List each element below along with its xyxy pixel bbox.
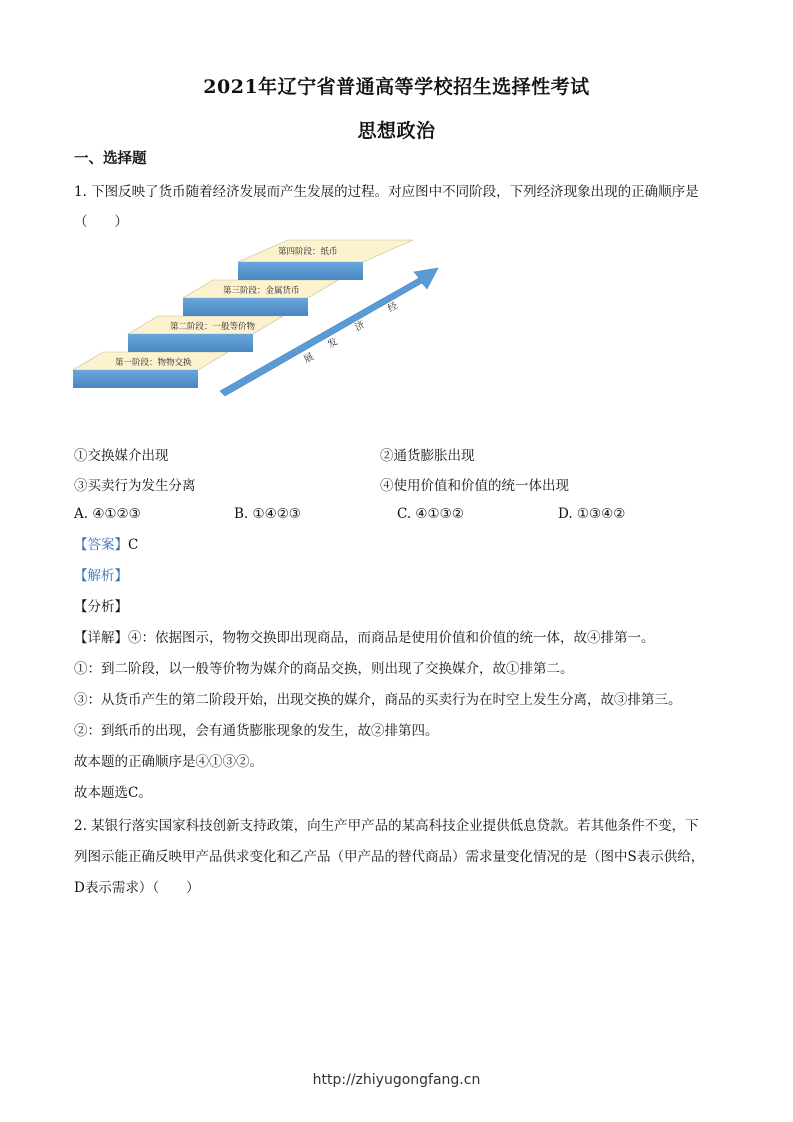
answer-value: C	[128, 537, 139, 553]
q1-stem: 1. 下图反映了货币随着经济发展而产生发展的过程。对应图中不同阶段，下列经济现象出现的正确顺序是	[74, 184, 699, 200]
detail-line-1: 【详解】④：依据图示，物物交换即出现商品，而商品是使用价值和价值的统一体，故④排第一。	[74, 630, 655, 646]
stage-2-label: 第二阶段：一般等价物	[170, 322, 256, 332]
q1-item-4: ④使用价值和价值的统一体出现	[380, 478, 569, 494]
q2-stem-line-3: D表示需求）（ ）	[74, 880, 200, 896]
detail-line-6: 故本题选C。	[74, 785, 152, 801]
q1-option-c: C. ④①③②	[397, 506, 464, 522]
footer-url[interactable]: http://zhiyugongfang.cn	[312, 1072, 481, 1088]
fenxi-tag: 【分析】	[74, 599, 128, 615]
stage-2-block	[128, 334, 253, 352]
q2-stem-line-2: 列图示能正确反映甲产品供求变化和乙产品（甲产品的替代商品）需求量变化情况的是（图中S表示供给，	[74, 849, 705, 865]
detail-line-3: ③：从货币产生的第二阶段开始，出现交换的媒介，商品的买卖行为在时空上发生分离，故③排第三。	[74, 692, 682, 708]
stage-4-label: 第四阶段：纸币	[278, 247, 338, 257]
q1-item-3: ③买卖行为发生分离	[74, 478, 196, 494]
q1-option-a: A. ④①②③	[74, 506, 141, 522]
arrow-label-3: 发	[326, 336, 340, 351]
q1-item-1: ①交换媒介出现	[74, 448, 169, 464]
subject-title: 思想政治	[357, 120, 436, 142]
detail-line-5: 故本题的正确顺序是④①③②。	[74, 754, 263, 770]
answer-tag: 【答案】	[74, 537, 128, 553]
arrow-label-2: 济	[353, 319, 367, 334]
arrow-label-1: 经	[386, 300, 400, 315]
q1-stem-bracket: （ ）	[74, 214, 128, 230]
detail-line-2: ①：到二阶段，以一般等价物为媒介的商品交换，则出现了交换媒介，故①排第二。	[74, 661, 574, 677]
section-heading: 一、选择题	[74, 150, 147, 167]
exam-title: 2021年辽宁省普通高等学校招生选择性考试	[203, 76, 590, 98]
stage-3-block	[183, 298, 308, 316]
q1-item-2: ②通货膨胀出现	[380, 448, 475, 464]
q1-option-b: B. ①④②③	[234, 506, 301, 522]
analysis-tag: 【解析】	[74, 568, 128, 584]
q1-answer	[74, 537, 138, 553]
currency-development-diagram	[70, 236, 450, 404]
detail-line-4: ②：到纸币的出现，会有通货膨胀现象的发生，故②排第四。	[74, 723, 439, 739]
stage-4-block	[238, 262, 363, 280]
arrow-label-4: 展	[302, 351, 316, 366]
stage-3-label: 第三阶段：金属货币	[223, 286, 300, 296]
stage-1-block	[73, 370, 198, 388]
stage-1-label: 第一阶段：物物交换	[115, 358, 192, 368]
q1-option-d: D. ①③④②	[558, 506, 626, 522]
q2-stem-line-1: 2. 某银行落实国家科技创新支持政策，向生产甲产品的某高科技企业提供低息贷款。若其他条件不变，下	[74, 818, 699, 834]
